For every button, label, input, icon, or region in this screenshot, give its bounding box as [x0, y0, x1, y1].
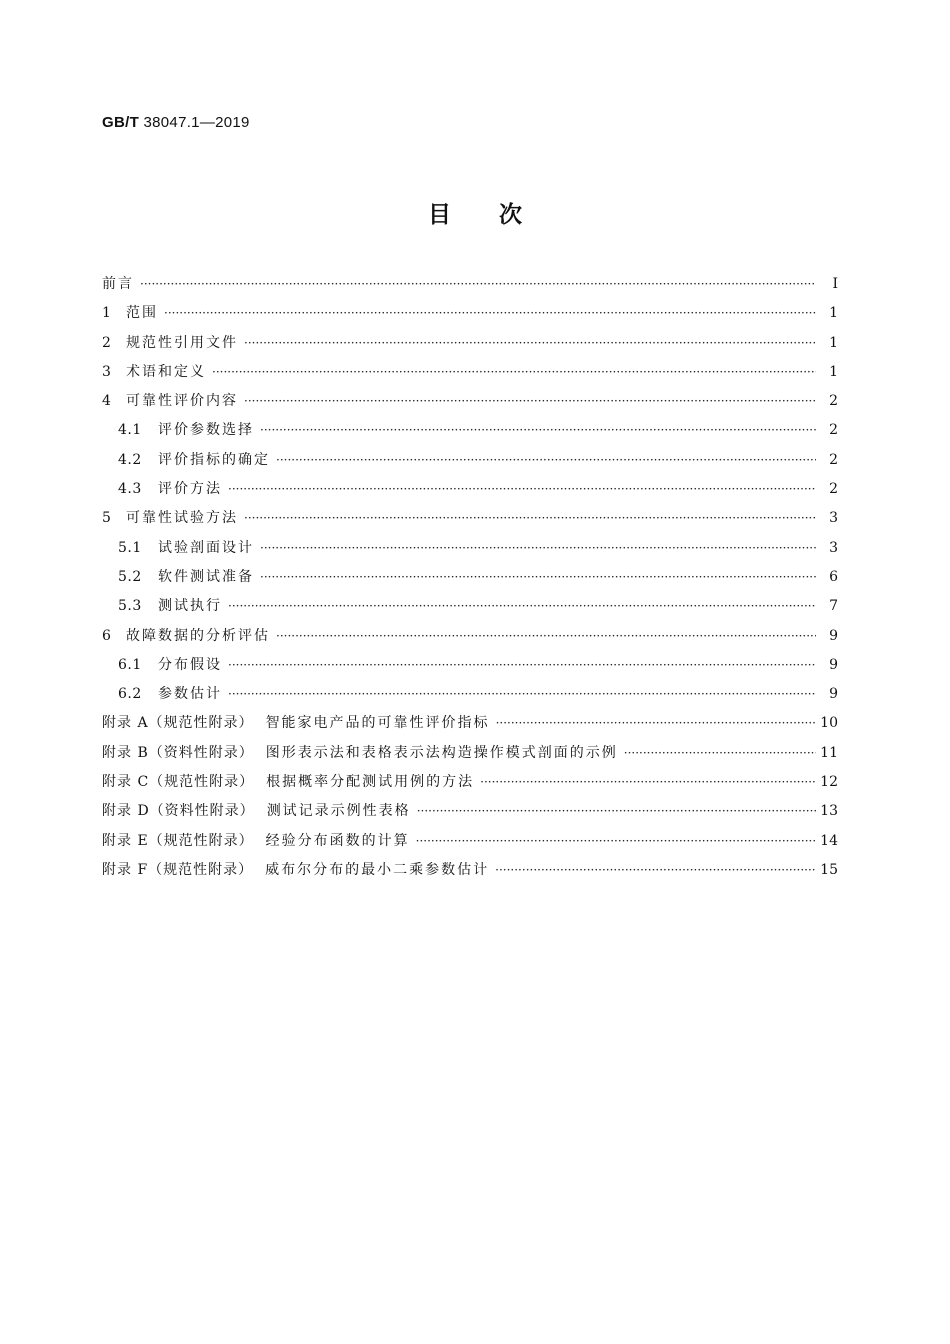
toc-entry[interactable]	[102, 592, 838, 621]
toc-leader-dots	[140, 270, 816, 299]
toc-entry-number: 3	[102, 363, 112, 380]
toc-entry-title: 参数估计	[158, 686, 222, 703]
toc-entry-number: 5.1	[118, 539, 142, 556]
toc-entry[interactable]	[102, 856, 838, 885]
toc-entry-title: 可靠性试验方法	[126, 510, 238, 527]
toc-entry-page: 3	[829, 510, 838, 527]
toc-entry-page: 9	[829, 686, 838, 703]
toc-entry-title: 图形表示法和表格表示法构造操作模式剖面的示例	[265, 744, 618, 761]
toc-entry-title: 术语和定义	[126, 363, 206, 380]
toc-entry-title: 规范性引用文件	[126, 334, 238, 351]
toc-entry-number: 5.2	[118, 568, 142, 585]
toc-entry-appendix-label: 附录 D（资料性附录）	[102, 803, 255, 820]
toc-entry-title: 经验分布函数的计算	[265, 832, 410, 849]
toc-leader-dots	[416, 827, 816, 856]
toc-entry-page: 9	[829, 627, 838, 644]
toc-leader-dots	[276, 622, 816, 651]
toc-entry[interactable]	[102, 563, 838, 592]
toc-leader-dots	[244, 387, 816, 416]
toc-leader-dots	[228, 651, 816, 680]
toc-entry[interactable]	[102, 299, 838, 328]
toc-leader-dots	[417, 797, 816, 826]
toc-entry-title: 评价指标的确定	[158, 451, 270, 468]
toc-entry-number: 5.3	[118, 598, 142, 615]
toc-leader-dots	[164, 299, 816, 328]
toc-entry-title: 测试记录示例性表格	[266, 803, 411, 820]
toc-entry-page: 13	[820, 803, 838, 820]
toc-leader-dots	[276, 446, 816, 475]
toc-entry[interactable]	[102, 709, 838, 738]
toc-entry-title: 分布假设	[158, 656, 222, 673]
standard-prefix: GB/T	[102, 114, 140, 131]
toc-entry[interactable]	[102, 504, 838, 533]
toc-entry-page: 7	[829, 598, 838, 615]
toc-entry[interactable]	[102, 622, 838, 651]
toc-entry-page: 2	[829, 393, 838, 410]
toc-leader-dots	[496, 709, 816, 738]
toc-entry-title: 根据概率分配测试用例的方法	[266, 774, 475, 791]
toc-entry[interactable]	[102, 827, 838, 856]
table-of-contents	[102, 270, 838, 885]
toc-entry[interactable]	[102, 416, 838, 445]
toc-entry-appendix-label: 附录 E（规范性附录）	[102, 832, 254, 849]
page-title: 目次	[428, 202, 570, 228]
toc-entry-number: 4.2	[118, 451, 142, 468]
toc-entry-title: 威布尔分布的最小二乘参数估计	[265, 861, 490, 878]
toc-entry-page: 1	[829, 334, 838, 351]
toc-leader-dots	[480, 768, 816, 797]
toc-entry-number: 6	[102, 627, 112, 644]
toc-entry-page: 2	[829, 451, 838, 468]
toc-entry-title: 前言	[102, 276, 134, 292]
toc-entry-page: 10	[820, 715, 838, 732]
toc-entry-page: 2	[829, 481, 838, 498]
toc-entry-page: 1	[829, 305, 838, 322]
toc-leader-dots	[244, 504, 816, 533]
toc-leader-dots	[228, 680, 816, 709]
toc-entry-page: 15	[820, 861, 838, 878]
toc-leader-dots	[212, 358, 816, 387]
toc-leader-dots	[260, 534, 816, 563]
toc-leader-dots	[495, 856, 816, 885]
toc-leader-dots	[260, 563, 816, 592]
toc-entry[interactable]	[102, 768, 838, 797]
toc-entry-number: 1	[102, 305, 112, 322]
toc-entry-number: 6.2	[118, 686, 142, 703]
toc-entry-number: 6.1	[118, 656, 142, 673]
toc-leader-dots	[244, 329, 816, 358]
toc-entry-appendix-label: 附录 C（规范性附录）	[102, 774, 255, 791]
toc-entry[interactable]	[102, 387, 838, 416]
toc-entry-page: 2	[829, 422, 838, 439]
toc-entry-number: 2	[102, 334, 112, 351]
toc-entry-title: 范围	[126, 305, 158, 322]
standard-number: 38047.1—2019	[143, 114, 250, 131]
toc-leader-dots	[624, 739, 816, 768]
toc-leader-dots	[260, 416, 816, 445]
toc-entry-title: 软件测试准备	[158, 568, 254, 585]
toc-entry-appendix-label: 附录 A（规范性附录）	[102, 715, 254, 732]
toc-entry[interactable]	[102, 534, 838, 563]
toc-entry-title: 测试执行	[158, 598, 222, 615]
toc-entry-title: 可靠性评价内容	[126, 393, 238, 410]
toc-entry-title: 评价参数选择	[158, 422, 254, 439]
toc-entry-page: 12	[820, 774, 838, 791]
toc-leader-dots	[228, 592, 816, 621]
toc-entry[interactable]	[102, 475, 838, 504]
toc-entry[interactable]	[102, 446, 838, 475]
toc-entry-title: 智能家电产品的可靠性评价指标	[265, 715, 490, 732]
toc-entry-page: 9	[829, 656, 838, 673]
toc-entry[interactable]	[102, 358, 838, 387]
toc-entry[interactable]	[102, 680, 838, 709]
toc-entry[interactable]	[102, 270, 838, 299]
toc-entry[interactable]	[102, 329, 838, 358]
toc-entry-title: 故障数据的分析评估	[126, 627, 270, 644]
toc-entry[interactable]	[102, 797, 838, 826]
toc-entry[interactable]	[102, 739, 838, 768]
toc-entry-appendix-label: 附录 F（规范性附录）	[102, 861, 254, 878]
toc-entry-page: 3	[829, 539, 838, 556]
toc-entry-page: 1	[829, 363, 838, 380]
toc-leader-dots	[228, 475, 816, 504]
toc-entry-title: 试验剖面设计	[158, 539, 254, 556]
toc-entry-number: 4.1	[118, 422, 142, 439]
toc-entry-page: 6	[829, 568, 838, 585]
toc-entry-number: 4.3	[118, 481, 142, 498]
toc-entry-number: 5	[102, 510, 112, 527]
toc-entry-page: 14	[820, 832, 838, 849]
toc-entry-page: 11	[820, 744, 838, 761]
toc-entry-appendix-label: 附录 B（资料性附录）	[102, 744, 254, 761]
toc-entry[interactable]	[102, 651, 838, 680]
toc-entry-page: Ⅰ	[832, 276, 838, 292]
toc-entry-number: 4	[102, 393, 112, 410]
standard-code	[102, 114, 250, 131]
toc-entry-title: 评价方法	[158, 481, 222, 498]
